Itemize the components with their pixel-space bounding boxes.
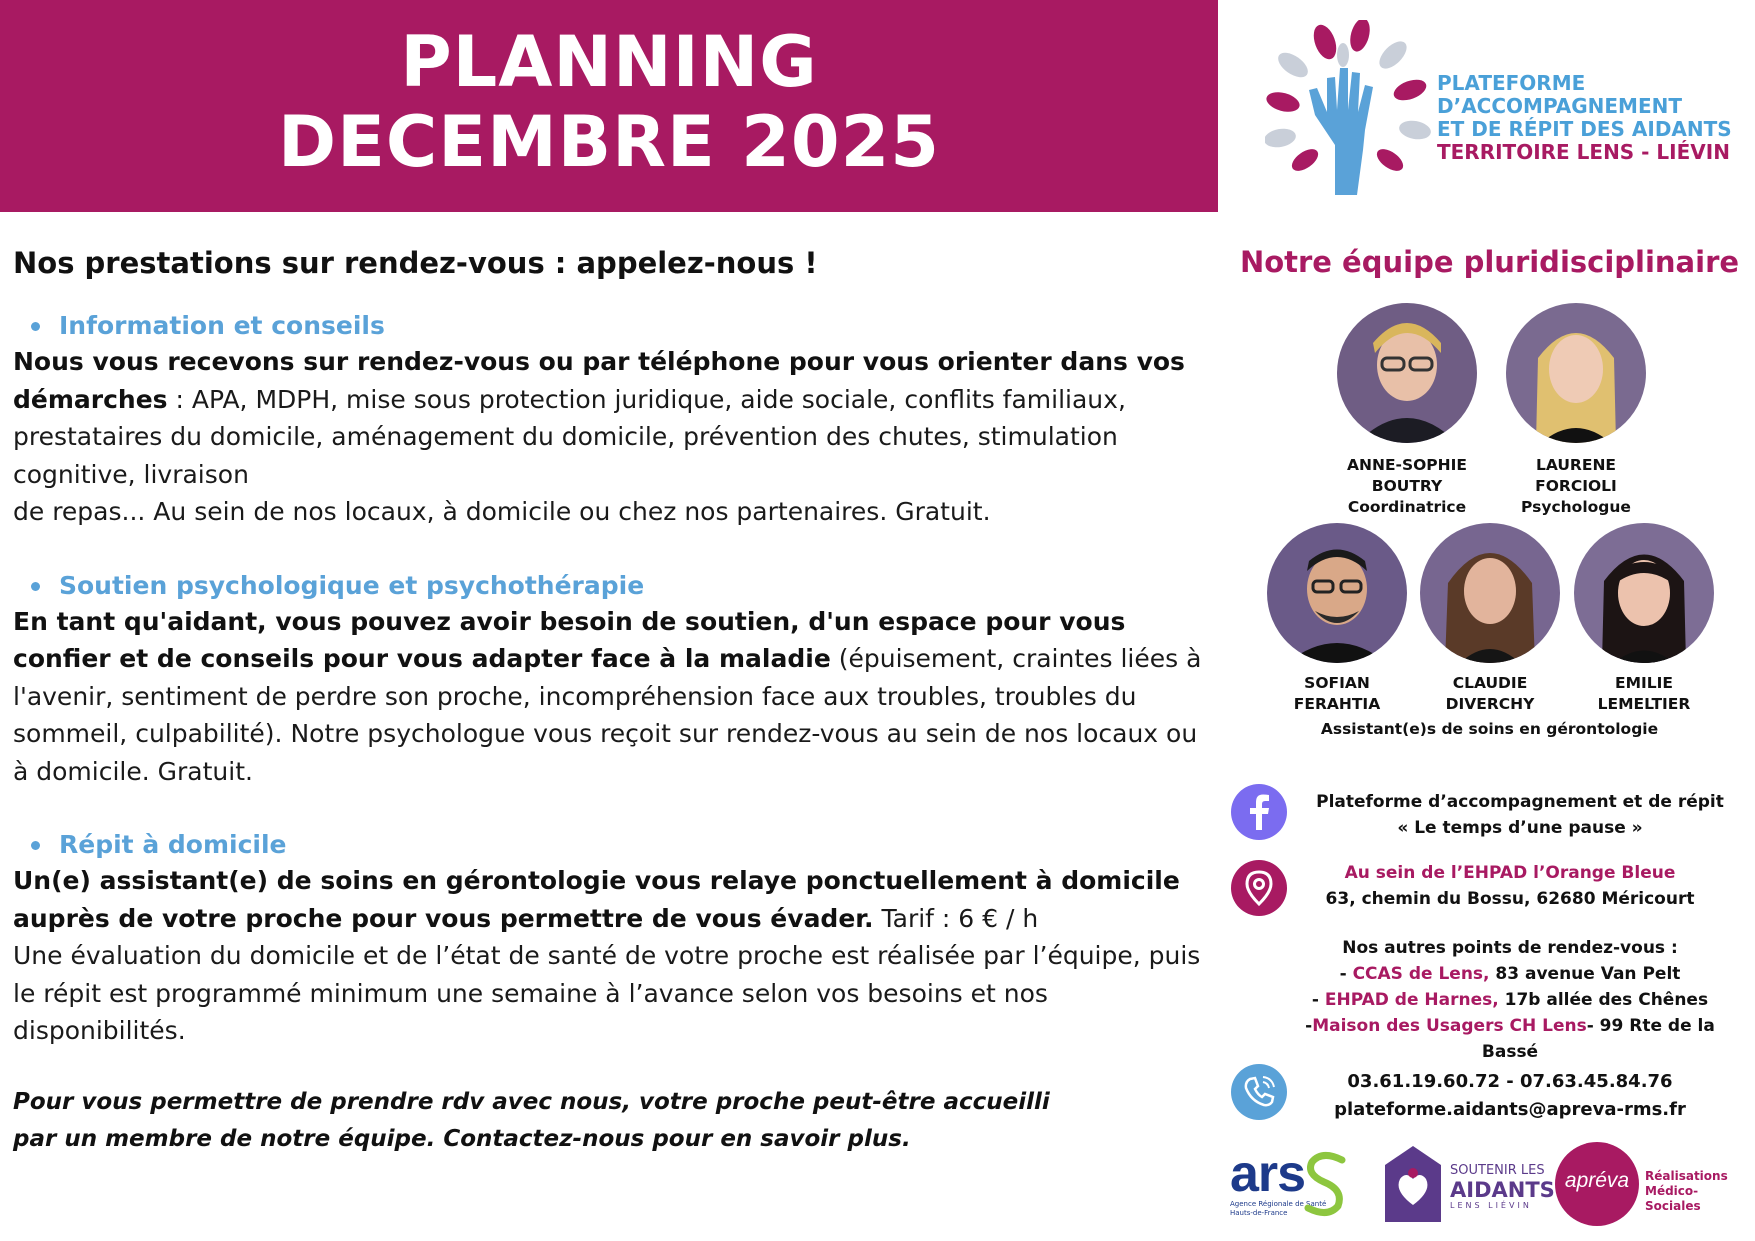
- contact-details: [1290, 1068, 1730, 1124]
- footer-note-line-1: Pour vous permettre de prendre rdv avec nous, votre proche peut-être accueilli: [13, 1088, 1050, 1115]
- header-banner: [0, 0, 1218, 212]
- point-1: - CCAS de Lens, 83 avenue Van Pelt: [1339, 964, 1681, 984]
- location-pin-icon: [1231, 860, 1287, 916]
- member-first-name: CLAUDIE: [1452, 674, 1528, 692]
- member-first-name: ANNE-SOPHIE: [1347, 456, 1467, 474]
- page-title: [0, 22, 1218, 182]
- avatar: [1337, 303, 1477, 443]
- phone-numbers[interactable]: 03.61.19.60.72 - 07.63.45.84.76: [1347, 1071, 1673, 1092]
- bullet-icon: [31, 582, 40, 591]
- avatar: [1267, 523, 1407, 663]
- title-line-1: PLANNING: [400, 21, 818, 103]
- main-address: [1290, 860, 1730, 912]
- team-member-4: [1400, 673, 1580, 715]
- point-2: - EHPAD de Harnes, 17b allée des Chênes: [1311, 990, 1709, 1010]
- point-3-continuation: Bassé: [1481, 1042, 1539, 1062]
- section-title-information: [13, 309, 1213, 343]
- phone-icon[interactable]: [1231, 1064, 1287, 1120]
- section-title-psychology: [13, 569, 1213, 603]
- point-address: - 99 Rte de la: [1586, 1016, 1715, 1036]
- logo-line-1: PLATEFORME: [1437, 71, 1586, 95]
- section-body-text: (épuisement, craintes liées à l'avenir, sentiment de perdre son proche, incompréhension face aux troubles, troubles du sommeil, culpabilité). Notre psychologue vous reçoit sur rendez-vous au sein de nos locaux ou à domicile. Gratuit.: [13, 644, 1202, 786]
- logo-text: [1437, 72, 1732, 164]
- other-points: [1290, 935, 1730, 1065]
- section-body-text: Tarif : 6 € / h: [873, 903, 1039, 933]
- footer-note-line-2: par un membre de notre équipe. Contactez-nous pour en savoir plus.: [13, 1125, 911, 1152]
- section-bold-text: Nous vous recevons sur rendez-vous ou par téléphone pour vous orienter dans vos démarches: [13, 347, 1185, 414]
- hand-tree-icon: [1265, 20, 1440, 200]
- house-heart-icon: [1382, 1143, 1444, 1225]
- member-last-name: BOUTRY: [1371, 477, 1443, 495]
- footer-note: [13, 1084, 1213, 1158]
- section-bold-text: Un(e) assistant(e) de soins en gérontologie vous relaye ponctuellement à domicile auprès de votre proche pour vous permettre de vous évader.: [13, 866, 1180, 933]
- member-last-name: DIVERCHY: [1445, 695, 1535, 713]
- section-text-psychology: [13, 603, 1213, 791]
- section-text-information: [13, 343, 1213, 531]
- section-bold-text: En tant qu'aidant, vous pouvez avoir besoin de soutien, d'un espace pour vous confier et de conseils pour vous adapter face à la maladie: [13, 606, 1126, 673]
- logo-line-3: ET DE RÉPIT DES AIDANTS: [1437, 117, 1732, 141]
- member-first-name: SOFIAN: [1304, 674, 1370, 692]
- soutenir-les-aidants-logo: [1382, 1143, 1555, 1225]
- avatar: [1574, 523, 1714, 663]
- other-points-title: Nos autres points de rendez-vous :: [1342, 938, 1678, 958]
- avatar: [1420, 523, 1560, 663]
- facebook-page[interactable]: [1290, 789, 1750, 841]
- section-text-respite: [13, 862, 1213, 1050]
- logo-line-2: D’ACCOMPAGNEMENT: [1437, 94, 1682, 118]
- section-title-text: Soutien psychologique et psychothérapie: [59, 570, 645, 600]
- bullet-icon: [31, 841, 40, 850]
- location-address: 63, chemin du Bossu, 62680 Méricourt: [1325, 889, 1695, 909]
- section-title-respite: [13, 828, 1213, 862]
- member-first-name: LAURENE: [1535, 456, 1617, 474]
- point-name: EHPAD de Harnes,: [1324, 990, 1499, 1010]
- facebook-icon[interactable]: [1231, 784, 1287, 840]
- title-line-2: DECEMBRE 2025: [277, 101, 941, 183]
- ars-logo: [1230, 1145, 1350, 1220]
- section-title-text: Information et conseils: [59, 311, 385, 340]
- point-3: -Maison des Usagers CH Lens- 99 Rte de la: [1305, 1016, 1715, 1036]
- point-address: 17b allée des Chênes: [1498, 990, 1709, 1010]
- logo-line-4: TERRITOIRE LENS - LIÉVIN: [1437, 140, 1730, 164]
- sla-text: SOUTENIR LES AIDANTS LENS LIÉVIN: [1450, 1163, 1555, 1210]
- bullet-icon: [31, 322, 40, 331]
- email-link[interactable]: plateforme.aidants@apreva-rms.fr: [1334, 1099, 1686, 1120]
- ars-wordmark: ars: [1230, 1145, 1306, 1203]
- point-address: 83 avenue Van Pelt: [1489, 964, 1681, 984]
- section-body-text: : APA, MDPH, mise sous protection juridique, aide sociale, conflits familiaux, prestataires du domicile, aménagement du domicile, prévention des chutes, stimulation cognitive, livraison: [13, 384, 1126, 489]
- point-name: CCAS de Lens,: [1352, 964, 1490, 984]
- team-member-2: [1471, 455, 1681, 518]
- services-column: [13, 245, 1213, 1158]
- member-role: Coordinatrice: [1347, 498, 1467, 516]
- section-body-text-2: de repas... Au sein de nos locaux, à domicile ou chez nos partenaires. Gratuit.: [13, 497, 991, 526]
- member-first-name: EMILIE: [1614, 674, 1673, 692]
- intro-heading: Nos prestations sur rendez-vous : appelez-nous !: [13, 246, 818, 280]
- team-heading: Notre équipe pluridisciplinaire: [1239, 245, 1740, 279]
- member-role: Psychologue: [1521, 498, 1631, 516]
- section-body-text-2: Une évaluation du domicile et de l’état de santé de votre proche est réalisée par l’équipe, puis le répit est programmé minimum une semaine à l’avance selon vos besoins et nos disponibilités.: [13, 941, 1201, 1045]
- avatar: [1506, 303, 1646, 443]
- facebook-line-2: « Le temps d’une pause »: [1397, 818, 1643, 838]
- ars-subtitle: Agence Régionale de Santé Hauts-de-France: [1230, 1200, 1327, 1217]
- point-name: Maison des Usagers CH Lens: [1312, 1016, 1587, 1036]
- member-last-name: LEMELTIER: [1597, 695, 1691, 713]
- member-last-name: FORCIOLI: [1535, 477, 1617, 495]
- apreva-wordmark: apréva: [1564, 1169, 1630, 1192]
- location-name: Au sein de l’EHPAD l’Orange Bleue: [1344, 863, 1676, 883]
- apreva-subtitle: Réalisations Médico-Sociales: [1645, 1169, 1728, 1213]
- facebook-line-1: Plateforme d’accompagnement et de répit: [1316, 792, 1724, 812]
- team-member-5: [1554, 673, 1734, 715]
- section-title-text: Répit à domicile: [59, 830, 287, 859]
- member-last-name: FERAHTIA: [1293, 695, 1381, 713]
- group-role: Assistant(e)s de soins en gérontologie: [1320, 720, 1659, 738]
- ars-s-icon: [1302, 1148, 1350, 1220]
- apreva-logo: [1555, 1142, 1745, 1226]
